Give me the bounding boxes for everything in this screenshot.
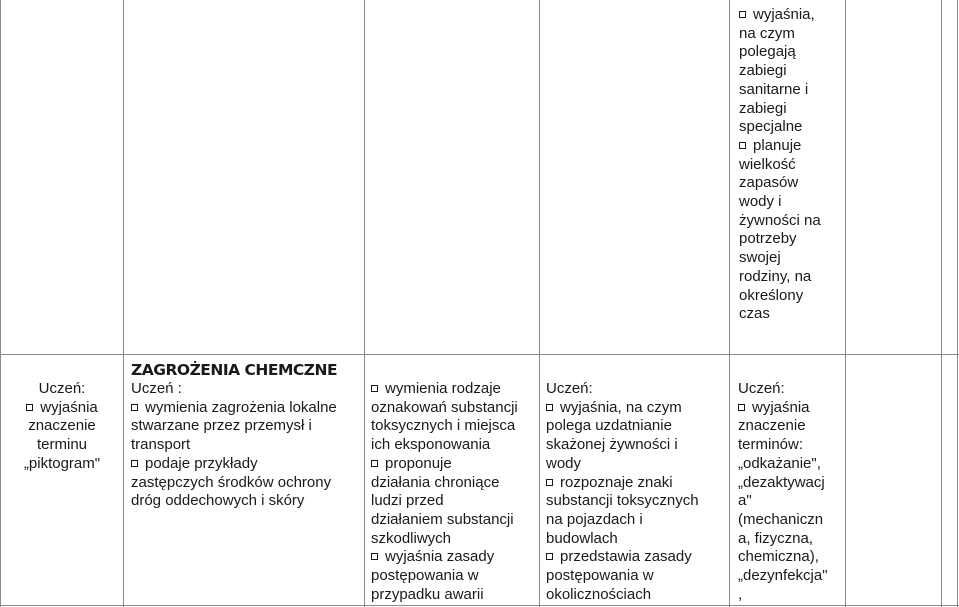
- text-line: okolicznościach: [546, 585, 652, 603]
- list-item: [738, 399, 844, 418]
- list-item: [546, 548, 728, 567]
- text-line: rodziny, na: [739, 267, 812, 285]
- text-line: polegają: [739, 43, 796, 61]
- list-item-text: wymienia zagrożenia lokalne: [145, 398, 337, 416]
- list-item-text: wyjaśnia: [752, 398, 810, 416]
- cell-bottom-col3: [371, 380, 538, 604]
- text-line: chemiczna),: [738, 548, 819, 566]
- table-border-bottom: [0, 605, 959, 606]
- text-line: polega uzdatnianie: [546, 417, 672, 435]
- text-line: toksycznych i miejsca: [371, 417, 516, 435]
- text-line: działaniem substancji: [371, 510, 514, 528]
- text-line: postępowania w: [546, 567, 654, 585]
- text-line: żywności na: [739, 211, 821, 229]
- table-border-right: [957, 0, 958, 607]
- list-item: [546, 474, 728, 493]
- cell-bottom-col5: [738, 380, 844, 604]
- text-line: zabiegi: [739, 99, 787, 117]
- text-line: zapasów: [739, 174, 799, 192]
- text-line: znaczenie: [28, 417, 96, 435]
- table-border-col2: [364, 0, 365, 607]
- checkbox-bullet-icon: [371, 460, 378, 467]
- checkbox-bullet-icon: [739, 11, 746, 18]
- table-border-left: [0, 0, 1, 607]
- list-item: [739, 137, 843, 156]
- list-item-text: wymienia rodzaje: [385, 380, 501, 397]
- list-item: [371, 380, 538, 399]
- text-line: transport: [131, 436, 191, 454]
- list-item: [131, 399, 363, 418]
- text-line: a": [738, 492, 752, 510]
- text-line: wody: [546, 454, 582, 472]
- text-line: specjalne: [739, 118, 803, 136]
- text-line: na czym: [739, 24, 795, 42]
- list-item-text: przedstawia zasady: [560, 548, 692, 566]
- list-item-text: wyjaśnia,: [753, 6, 815, 23]
- text-line: terminów:: [738, 436, 804, 454]
- text-line: skażonej żywności i: [546, 436, 678, 454]
- text-line: przypadku awarii: [371, 585, 484, 603]
- text-line: zabiegi: [739, 62, 787, 80]
- checkbox-bullet-icon: [738, 404, 745, 411]
- text-line: stwarzane przez przemysł i: [131, 417, 312, 435]
- text-line: terminu: [36, 436, 88, 454]
- list-item: [2, 399, 122, 418]
- checkbox-bullet-icon: [371, 553, 378, 560]
- checkbox-bullet-icon: [546, 479, 553, 486]
- text-line: znaczenie: [738, 417, 806, 435]
- checkbox-bullet-icon: [131, 460, 138, 467]
- text-line: Uczeń :: [131, 380, 182, 397]
- cell-bottom-col1: [2, 380, 122, 474]
- table-border-col6: [941, 0, 942, 607]
- text-line: „dezaktywacj: [738, 473, 825, 491]
- text-line: swojej: [739, 249, 781, 267]
- text-line: (mechaniczn: [738, 510, 824, 528]
- section-heading: ZAGROŻENIA CHEMCZNE: [131, 361, 338, 379]
- checkbox-bullet-icon: [131, 404, 138, 411]
- list-item-text: rozpoznaje znaki: [560, 473, 673, 491]
- list-item: [371, 455, 538, 474]
- list-item-text: podaje przykłady: [145, 454, 258, 472]
- list-item-text: proponuje: [385, 454, 452, 472]
- cell-bottom-col4: [546, 380, 728, 604]
- list-item: [371, 548, 538, 567]
- checkbox-bullet-icon: [26, 404, 33, 411]
- text-line: wielkość: [739, 155, 796, 173]
- text-line: Uczeń:: [738, 380, 785, 397]
- table-row-divider: [0, 354, 959, 355]
- table-border-col5: [845, 0, 846, 607]
- text-line: „odkażanie",: [738, 454, 821, 472]
- text-line: substancji toksycznych: [546, 492, 699, 510]
- text-line: postępowania w: [371, 567, 479, 585]
- table-border-col1: [123, 0, 124, 607]
- text-line: potrzeby: [739, 230, 797, 248]
- text-line: ich eksponowania: [371, 436, 491, 454]
- text-line: sanitarne i: [739, 80, 809, 98]
- text-line: działania chroniące: [371, 473, 500, 491]
- text-line: „dezynfekcja": [738, 567, 828, 585]
- text-line: ludzi przed: [371, 492, 444, 510]
- text-line: na pojazdach i: [546, 510, 643, 528]
- list-item-text: wyjaśnia zasady: [385, 548, 495, 566]
- cell-bottom-col2: [131, 380, 363, 511]
- checkbox-bullet-icon: [739, 142, 746, 149]
- list-item: [739, 6, 843, 25]
- text-line: „piktogram": [23, 454, 101, 472]
- text-line: czas: [739, 305, 770, 323]
- checkbox-bullet-icon: [371, 385, 378, 392]
- table-border-col3: [539, 0, 540, 607]
- text-line: Uczeń:: [546, 380, 593, 397]
- table-border-col4: [729, 0, 730, 607]
- checkbox-bullet-icon: [546, 404, 553, 411]
- list-item-text: planuje: [753, 136, 802, 154]
- text-line: budowlach: [546, 529, 618, 547]
- list-item: [131, 455, 363, 474]
- text-line: dróg oddechowych i skóry: [131, 492, 305, 510]
- text-line: zastępczych środków ochrony: [131, 473, 332, 491]
- text-line: a, fizyczna,: [738, 529, 814, 547]
- text-line: określony: [739, 286, 804, 304]
- list-item-text: wyjaśnia: [40, 398, 98, 416]
- list-item-text: wyjaśnia, na czym: [560, 398, 682, 416]
- checkbox-bullet-icon: [546, 553, 553, 560]
- text-line: oznakowań substancji: [371, 398, 518, 416]
- text-line: Uczeń:: [38, 380, 86, 397]
- cell-top-col6: [739, 6, 843, 324]
- text-line: szkodliwych: [371, 529, 452, 547]
- text-line: wody i: [739, 193, 782, 211]
- list-item: [546, 399, 728, 418]
- text-line: ,: [738, 585, 743, 603]
